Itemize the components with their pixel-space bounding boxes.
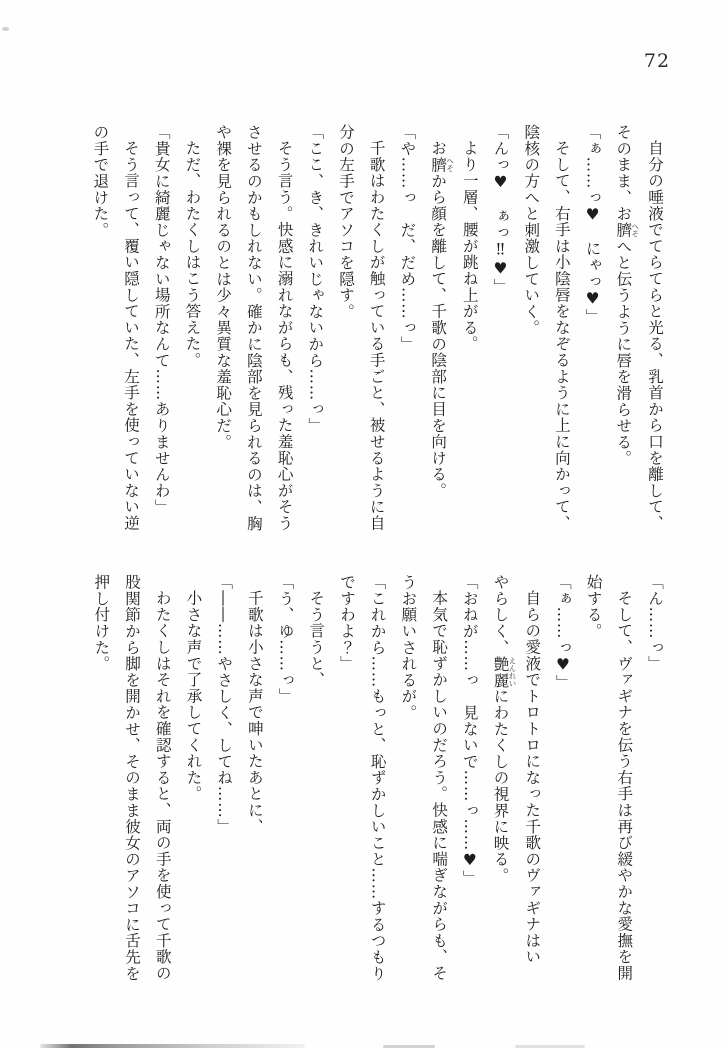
text-line: そう言う。快感に溺れながらも、残った羞恥心がそう: [275, 140, 294, 532]
text-line: 小さな声で了承してくれた。: [184, 590, 203, 803]
text-line: 押し付けた。: [92, 574, 111, 672]
scan-artifact-line: [383, 1045, 435, 1048]
text-line: 千歌はわたくしが触っている手ごと、被せるように自: [367, 140, 386, 532]
ruby-annotation: 臍へそ: [429, 156, 455, 173]
lower-text-block: [86, 574, 670, 992]
text-line: より一層、腰が跳ね上がる。: [460, 140, 479, 353]
text-line: 分の左手でアソコを隠す。: [336, 124, 355, 320]
text-line: 「――……やさしく、してね……」: [215, 574, 234, 835]
text-line: 自らの愛液でトロトロになった千歌のヴァギナはい: [523, 590, 542, 966]
text-line: 「ここ、き、きれいじゃないから……っ」: [306, 124, 325, 434]
text-line: そして、ヴァギナを伝う右手は再び緩やかな愛撫を開: [615, 590, 634, 982]
text-line: やらしく、艶麗えんれいにわたくしの視界に映る。: [491, 574, 517, 884]
text-line: 股関節から脚を開かせ、そのまま彼女のアソコに舌先を: [123, 574, 142, 982]
text-line: 千歌は小さな声で呻いたあとに、: [245, 590, 264, 835]
text-line: そして、右手は小陰唇をなぞるように上に向かって、: [552, 140, 571, 532]
text-line: 陰核の方へと刺激していく。: [522, 124, 541, 336]
text-line: そう言うと、: [307, 590, 326, 689]
text-line: 「貴女に綺麗じゃない場所なんて……ありませんわ」: [152, 124, 171, 516]
text-line: の手で退けた。: [91, 124, 110, 239]
ruby-annotation: 臍へそ: [614, 221, 640, 239]
text-line: ですわよ？」: [337, 574, 356, 672]
text-line: 「これから……もっと、恥ずかしいこと……するつもり: [368, 574, 387, 982]
text-line: 本気で恥ずかしいのだろう。快感に喘ぎながらも、そ: [430, 590, 449, 982]
scan-artifact-line: [515, 1045, 585, 1048]
text-line: そう言って、覆い隠していた、左手を使っていない逆: [122, 140, 141, 532]
text-line: 始する。: [584, 574, 603, 640]
text-line: わたくしはそれを確認すると、両の手を使って千歌の: [153, 590, 172, 982]
scan-artifact-line: [40, 1044, 305, 1048]
page-number: 72: [643, 50, 671, 72]
text-line: 「ぁ……っ♥」: [553, 574, 572, 691]
text-line: 「ぁ……っ♥ にゃっ♥」: [583, 124, 602, 325]
text-line: 「ん……っ」: [646, 574, 664, 672]
scan-artifact-smudge: [2, 27, 9, 31]
text-line: 「う、ゆ……っ」: [276, 574, 295, 705]
text-line: 「おねが……っ 見ないで……っ……♥」: [460, 574, 479, 887]
ruby-annotation: 艶麗えんれい: [491, 655, 517, 689]
text-line: 自分の唾液でてらてらと光る、乳首から口を離して、: [646, 140, 664, 532]
text-line: や裸を見られるのとは少々異質な羞恥心だ。: [214, 124, 233, 450]
text-line: 「んっ♥ ぁっ‼♥」: [491, 124, 510, 295]
text-line: そのまま、お臍へそへと伝うように唇を滑らせる。: [614, 124, 640, 467]
upper-text-block: [85, 124, 670, 542]
text-line: ただ、わたくしはこう答えた。: [183, 140, 202, 369]
text-line: 「や……っ だ、だめ……っ」: [398, 124, 417, 353]
text-line: させるのかもしれない。確かに陰部を見られるのは、胸: [244, 124, 263, 532]
text-line: お臍へそから顔を離して、千歌の陰部に目を向ける。: [429, 140, 455, 499]
text-line: うお願いされるが。: [399, 574, 418, 721]
